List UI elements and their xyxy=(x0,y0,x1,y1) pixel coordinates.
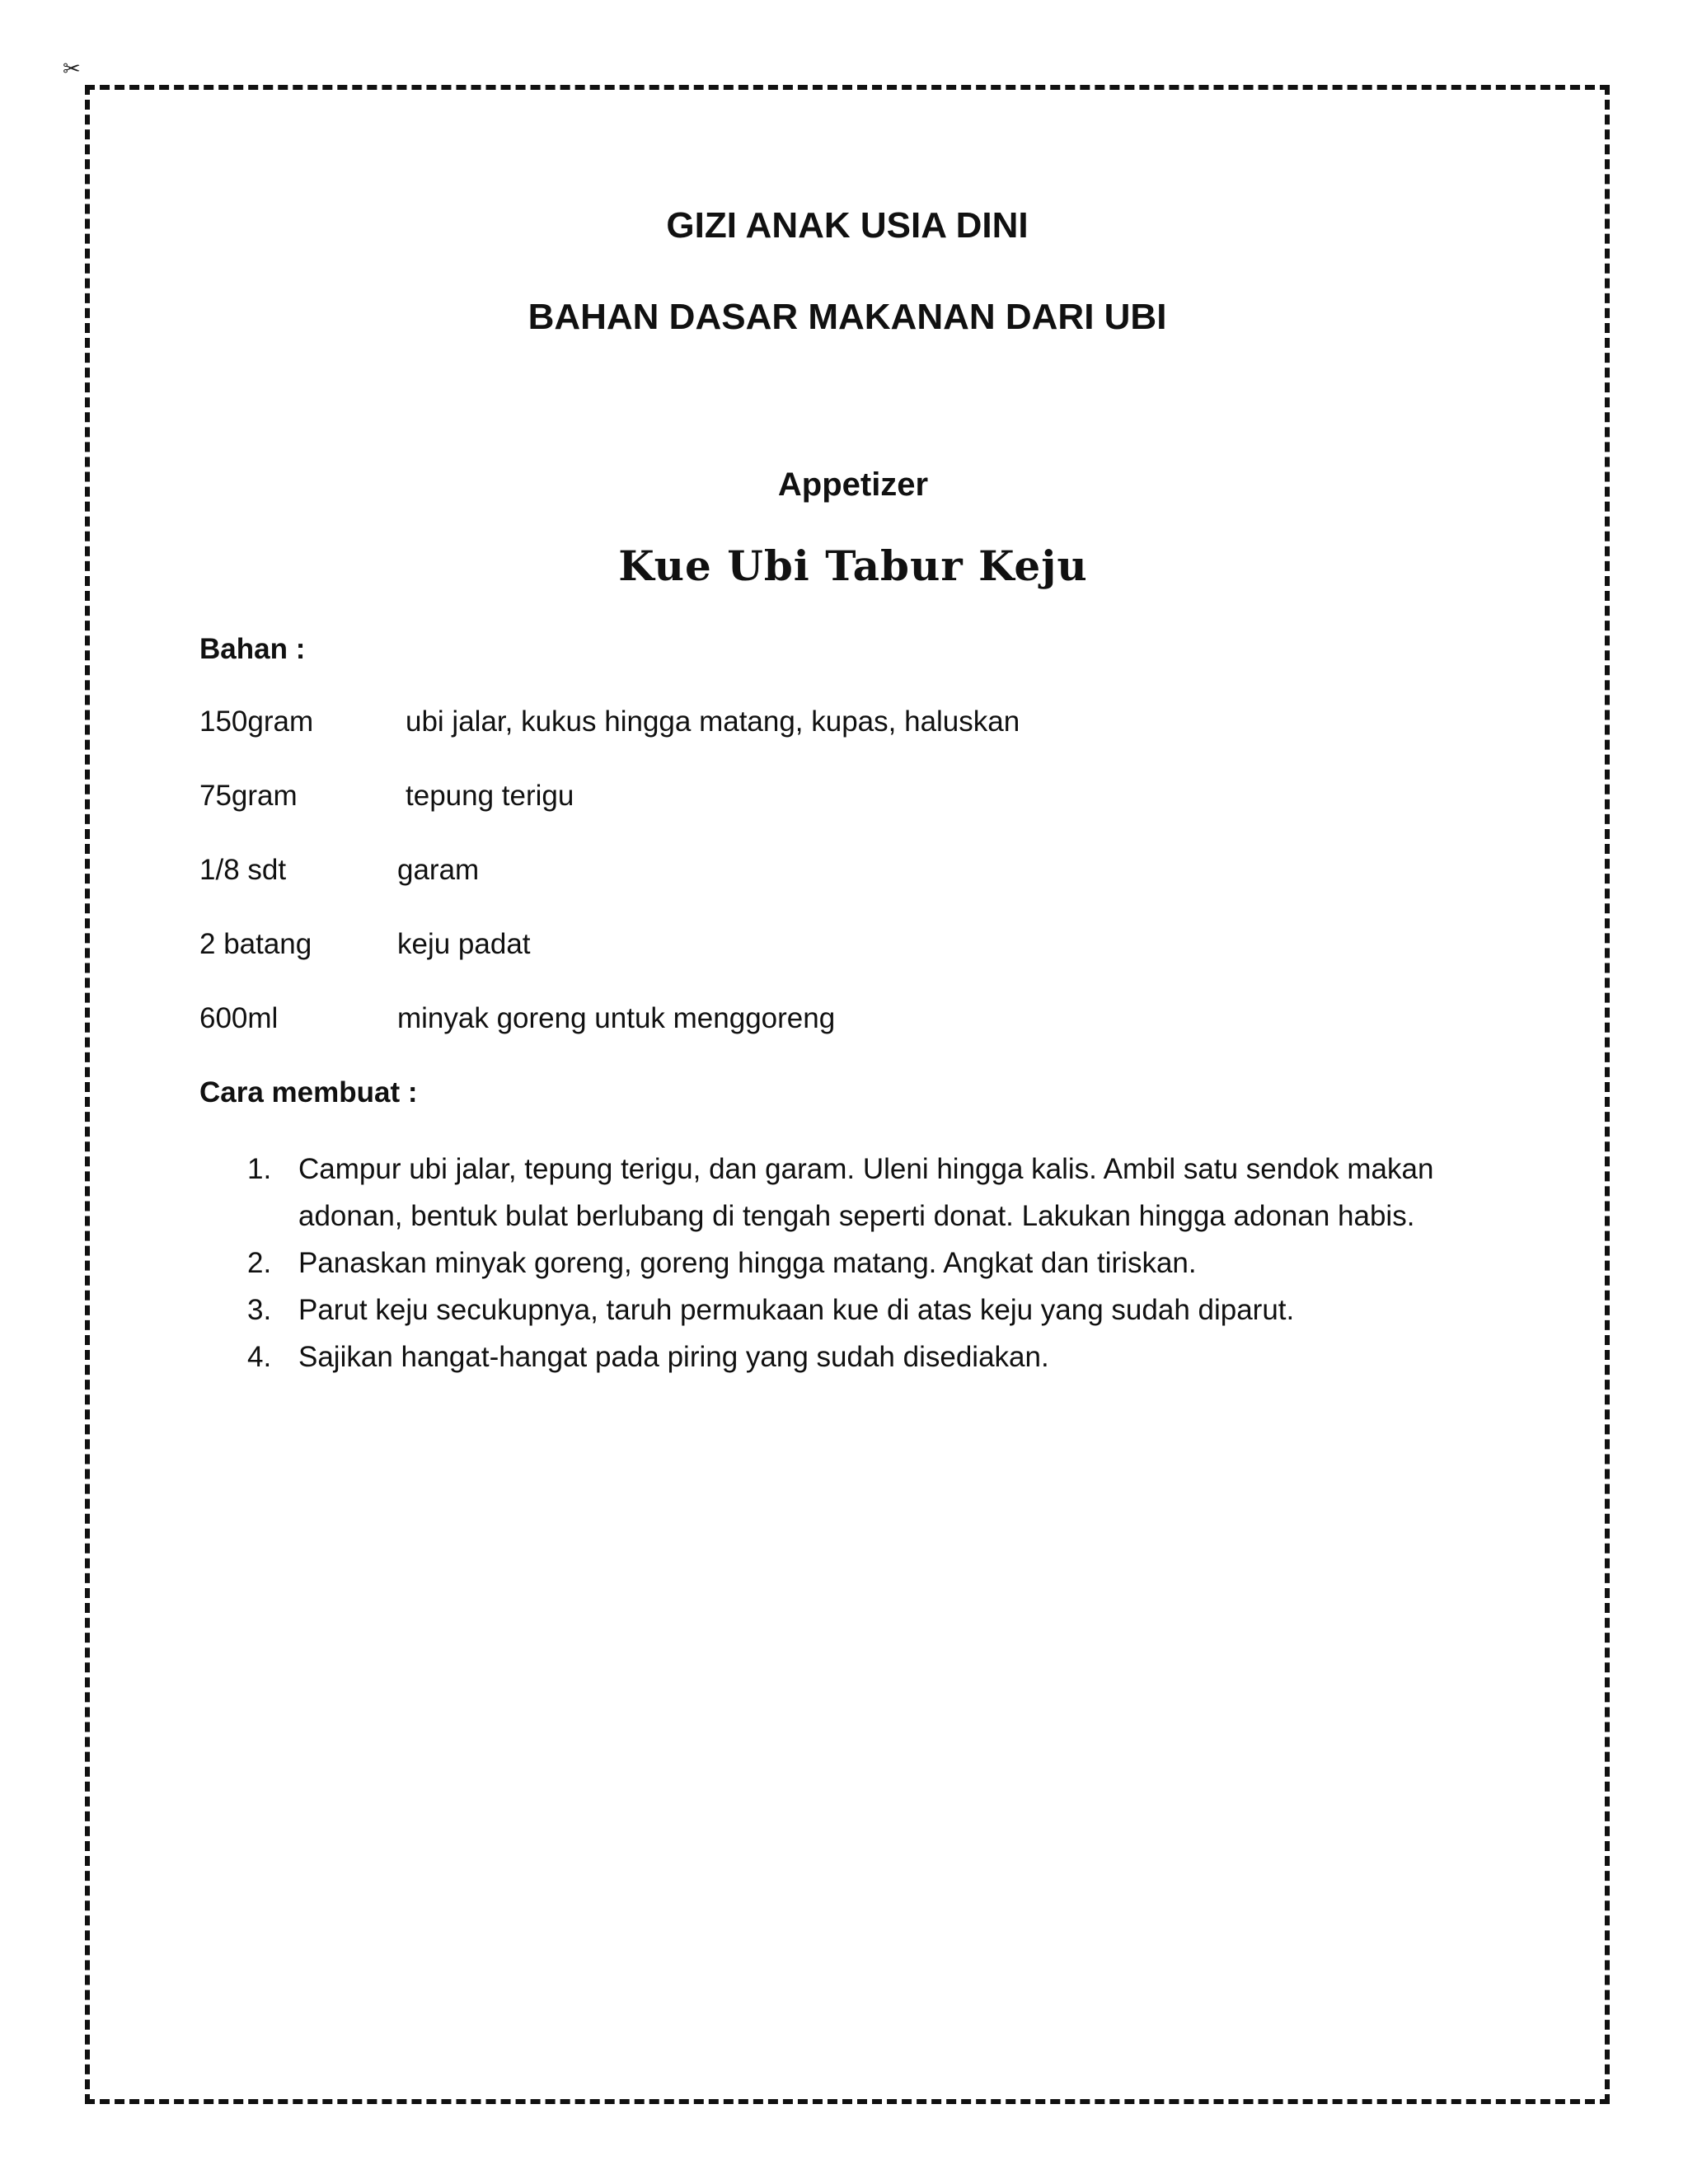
step-number: 2. xyxy=(247,1247,272,1279)
step-item xyxy=(247,1286,1500,1333)
ingredient-qty: 1/8 sdt xyxy=(199,854,287,886)
ingredient-row xyxy=(199,781,1436,818)
step-text: Campur ubi jalar, tepung terigu, dan garam. Uleni hingga kalis. Ambil satu sendok makan adonan, bentuk bulat berlubang di tengah seperti donat. Lakukan hingga adonan habis. xyxy=(298,1153,1434,1232)
step-number: 4. xyxy=(247,1341,272,1373)
page-title: GIZI ANAK USIA DINI xyxy=(666,205,1029,246)
ingredient-row xyxy=(199,930,1436,966)
ingredient-desc: keju padat xyxy=(397,928,531,960)
ingredient-desc: garam xyxy=(397,854,480,886)
scissors-icon: ✂ xyxy=(63,56,81,81)
ingredient-row xyxy=(199,1004,1436,1040)
step-number: 1. xyxy=(247,1153,272,1185)
ingredient-qty: 150gram xyxy=(199,705,314,738)
step-text: Parut keju secukupnya, taruh permukaan kue di atas keju yang sudah diparut. xyxy=(298,1294,1295,1326)
ingredient-row xyxy=(199,855,1436,892)
recipe-category: Appetizer xyxy=(777,466,929,503)
steps-list xyxy=(247,1146,1500,1380)
step-item xyxy=(247,1333,1500,1380)
step-item xyxy=(247,1240,1500,1286)
ingredients-label: Bahan : xyxy=(199,633,306,665)
ingredient-row xyxy=(199,707,1436,743)
ingredient-desc: ubi jalar, kukus hingga matang, kupas, haluskan xyxy=(406,705,1020,738)
step-text: Sajikan hangat-hangat pada piring yang sudah disediakan. xyxy=(298,1341,1049,1373)
step-item xyxy=(247,1146,1500,1240)
steps-label: Cara membuat : xyxy=(199,1076,418,1108)
ingredient-qty: 75gram xyxy=(199,780,298,812)
step-text: Panaskan minyak goreng, goreng hingga matang. Angkat dan tiriskan. xyxy=(298,1247,1197,1279)
recipe-name: Kue Ubi Tabur Keju xyxy=(618,541,1088,590)
ingredient-desc: tepung terigu xyxy=(406,780,574,812)
page-subtitle: BAHAN DASAR MAKANAN DARI UBI xyxy=(528,297,1167,337)
ingredient-desc: minyak goreng untuk menggoreng xyxy=(397,1002,836,1034)
ingredient-qty: 2 batang xyxy=(199,928,312,960)
ingredient-qty: 600ml xyxy=(199,1002,279,1034)
step-number: 3. xyxy=(247,1294,272,1326)
